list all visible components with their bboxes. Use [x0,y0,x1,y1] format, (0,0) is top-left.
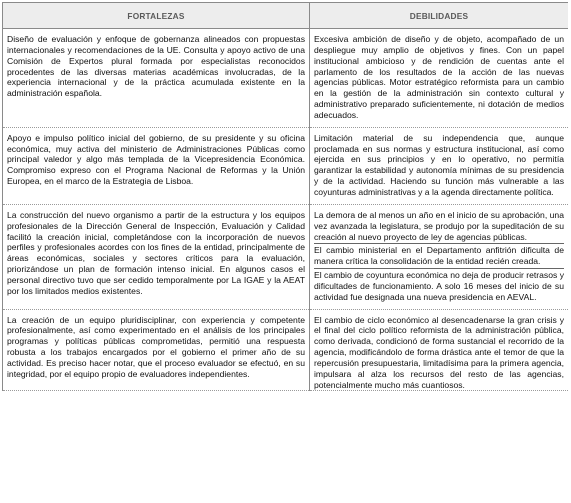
cell-text: El cambio de coyuntura económica no deja de producir retrasos y dificultades de funcionamiento. A solo 16 meses del inicio de su actividad fue designada una nueva presidencia en AEVAL. [314,270,564,302]
header-fortalezas: FORTALEZAS [3,3,310,29]
cell-text: La construcción del nuevo organismo a partir de la estructura y los equipos profesionales de la Dirección General de Inspección, Evaluación y Calidad facilitó la creación inicial, completándose con la incorporación de nuevos perfiles y profesionales acordes con los fines de la entidad, principalmente de áreas económicas, sociales y sectores críticos para la evaluación, priorizándose un plan de formación intenso inicial. En algunos casos el personal directivo tuvo que ser cedido temporalmente por La IGAE y la AEAT por los limitados medios existentes. [7,209,305,296]
cell-text: La creación de un equipo pluridisciplinar, con experiencia y competente profesionalmente, así como experimentado en el análisis de los principales programas y políticas públicas comprometidas, permitió una respuesta robusta a los trabajos encargados por el gobierno el primer año de su actividad. Es preciso hacer notar, que el proceso evaluador se efectuó, en su integridad, por el equipo propio de evaluadores independientes. [7,314,305,379]
cell-text: El cambio ministerial en el Departamento anfitrión dificulta de manera crítica la consolidación de la entidad recién creada. [314,245,564,267]
debilidad-cell [310,309,569,391]
debilidad-cell [310,29,569,128]
cell-text: La demora de al menos un año en el inicio de su aprobación, una vez avanzada la legislatura, se produjo por la supeditación de su creación al nuevo proyecto de ley de agencias públicas. [314,209,564,242]
table-row [3,204,569,309]
fortaleza-cell [3,309,310,391]
cell-text: Apoyo e impulso político inicial del gobierno, de su presidente y su oficina económica, muy activa del ministerio de Administraciones Públicas como principal valedor y algo más templada de la Vicepresidencia Económica. Compromiso expreso con el Programa Nacional de Reformas y la Unión Europea, en el marco de la Estrategia de Lisboa. [7,132,305,187]
fortaleza-cell [3,204,310,309]
swot-table-container [2,2,568,500]
header-row [3,3,569,29]
cell-text: El cambio de ciclo económico al desencadenarse la gran crisis y el final del ciclo político reformista de la administración pública, como derivada, condicionó de forma sustancial el recorrido de la agencia, modificándolo de forma drástica ante el temor de que la repercusión presupuestaria, limitadísima para la primera agencia, impulsara al alza los recursos del resto de las agencias, potencialmente mucho más cuantiosos. [314,314,564,390]
debilidad-cell [310,204,569,309]
cell-text: Limitación material de su independencia que, aunque proclamada en sus normas y estructura institucional, así como ejercida en sus principios y en lo operativo, no permitía garantizar la estabilidad y autonomía mínimas de su presidencia y de la actividad. Haciendo su función más vulnerable a las coyunturas administrativas y a la agenda directamente política. [314,132,564,197]
fortalezas-debilidades-table [2,2,568,391]
cell-text: Excesiva ambición de diseño y de objeto, acompañado de un despliegue muy amplio de objetivos y fines. Con un papel institucional ambicioso y de rendición de cuentas ante el parlamento de los resultados de la acción de las nuevas agencias públicas. Motor estratégico reformista para un cambio en la gestión de la administración sin contexto cultural y administrativo preparado suficientemente, ni dotación de medios adecuados. [314,34,564,120]
fortaleza-cell [3,127,310,204]
table-row [3,309,569,391]
debilidad-cell [310,127,569,204]
fortaleza-cell [3,29,310,128]
cell-text: Diseño de evaluación y enfoque de gobernanza alineados con propuestas internacionales y recomendaciones de la UE. Consulta y apoyo activo de una Comisión de Expertos plural formada por especialistas reconocidos procedentes de las diversas materias académicas involucradas, de la experiencia internacional y de la práctica acumulada existente en la administración española. [7,34,305,99]
table-row [3,29,569,128]
table-row [3,127,569,204]
header-debilidades: DEBILIDADES [310,3,569,29]
